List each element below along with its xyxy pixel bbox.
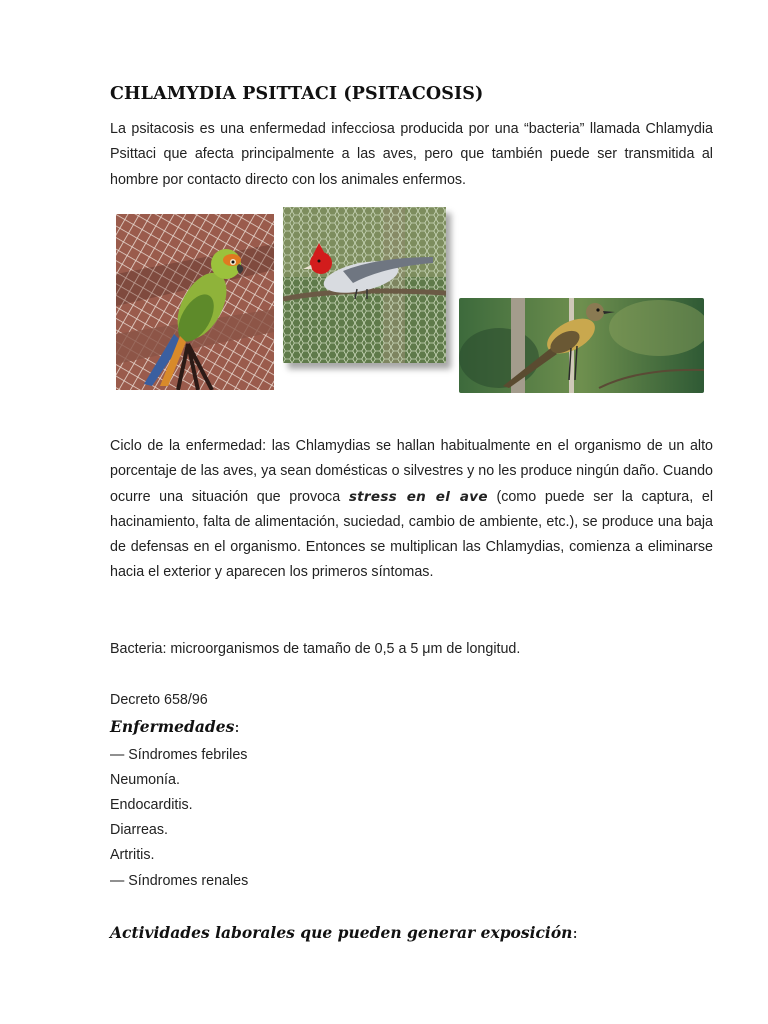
disease-cycle-paragraph bbox=[110, 434, 713, 586]
flycatcher-photo bbox=[459, 298, 704, 393]
bacteria-note: Bacteria: microorganismos de tamaño de 0,5 a 5 μm de longitud. bbox=[110, 641, 521, 657]
disease-item: — Síndromes renales bbox=[110, 873, 249, 889]
disease-item: Diarreas. bbox=[110, 822, 168, 838]
diseases-heading-colon: : bbox=[234, 718, 240, 736]
diseases-heading-text: Enfermedades bbox=[110, 717, 235, 736]
decree-text: Decreto 658/96 bbox=[110, 692, 208, 708]
cycle-text-before: Ciclo de la enfermedad: las Chlamydias se hallan habitualmente en el organismo de un alto porcentaje de las aves, ya sean domésticas o silvestres y no les produce ningún daño. Cuando ocurre una situación que provoca bbox=[110, 438, 713, 505]
disease-item: Endocarditis. bbox=[110, 797, 193, 813]
disease-item: Artritis. bbox=[110, 847, 155, 863]
document-title: CHLAMYDIA PSITTACI (PSITACOSIS) bbox=[110, 84, 484, 104]
disease-item: Neumonía. bbox=[110, 772, 180, 788]
cycle-emphasis: stress en el ave bbox=[348, 488, 488, 505]
diseases-heading bbox=[110, 717, 240, 736]
cardinal-photo bbox=[283, 207, 446, 363]
disease-item: — Síndromes febriles bbox=[110, 747, 248, 763]
activities-heading-text: Actividades laborales que pueden generar exposición bbox=[110, 923, 573, 942]
cycle-text-after: (como puede ser la captura, el hacinamiento, falta de alimentación, suciedad, cambio de ambiente, etc.), se produce una baja de defensas en el organismo. Entonces se multiplican las Chlamydias, comienza a eliminarse hacia el exterior y aparecen los primeros síntomas. bbox=[110, 488, 713, 581]
activities-heading-colon: : bbox=[572, 924, 578, 942]
intro-paragraph: La psitacosis es una enfermedad infecciosa producida por una “bacteria” llamada Chlamydia Psittaci que afecta principalmente a las aves, pero que también puede ser transmitida al hombre por contacto directo con los animales enfermos. bbox=[110, 121, 713, 188]
activities-heading bbox=[110, 923, 578, 942]
parrot-photo bbox=[116, 214, 274, 390]
